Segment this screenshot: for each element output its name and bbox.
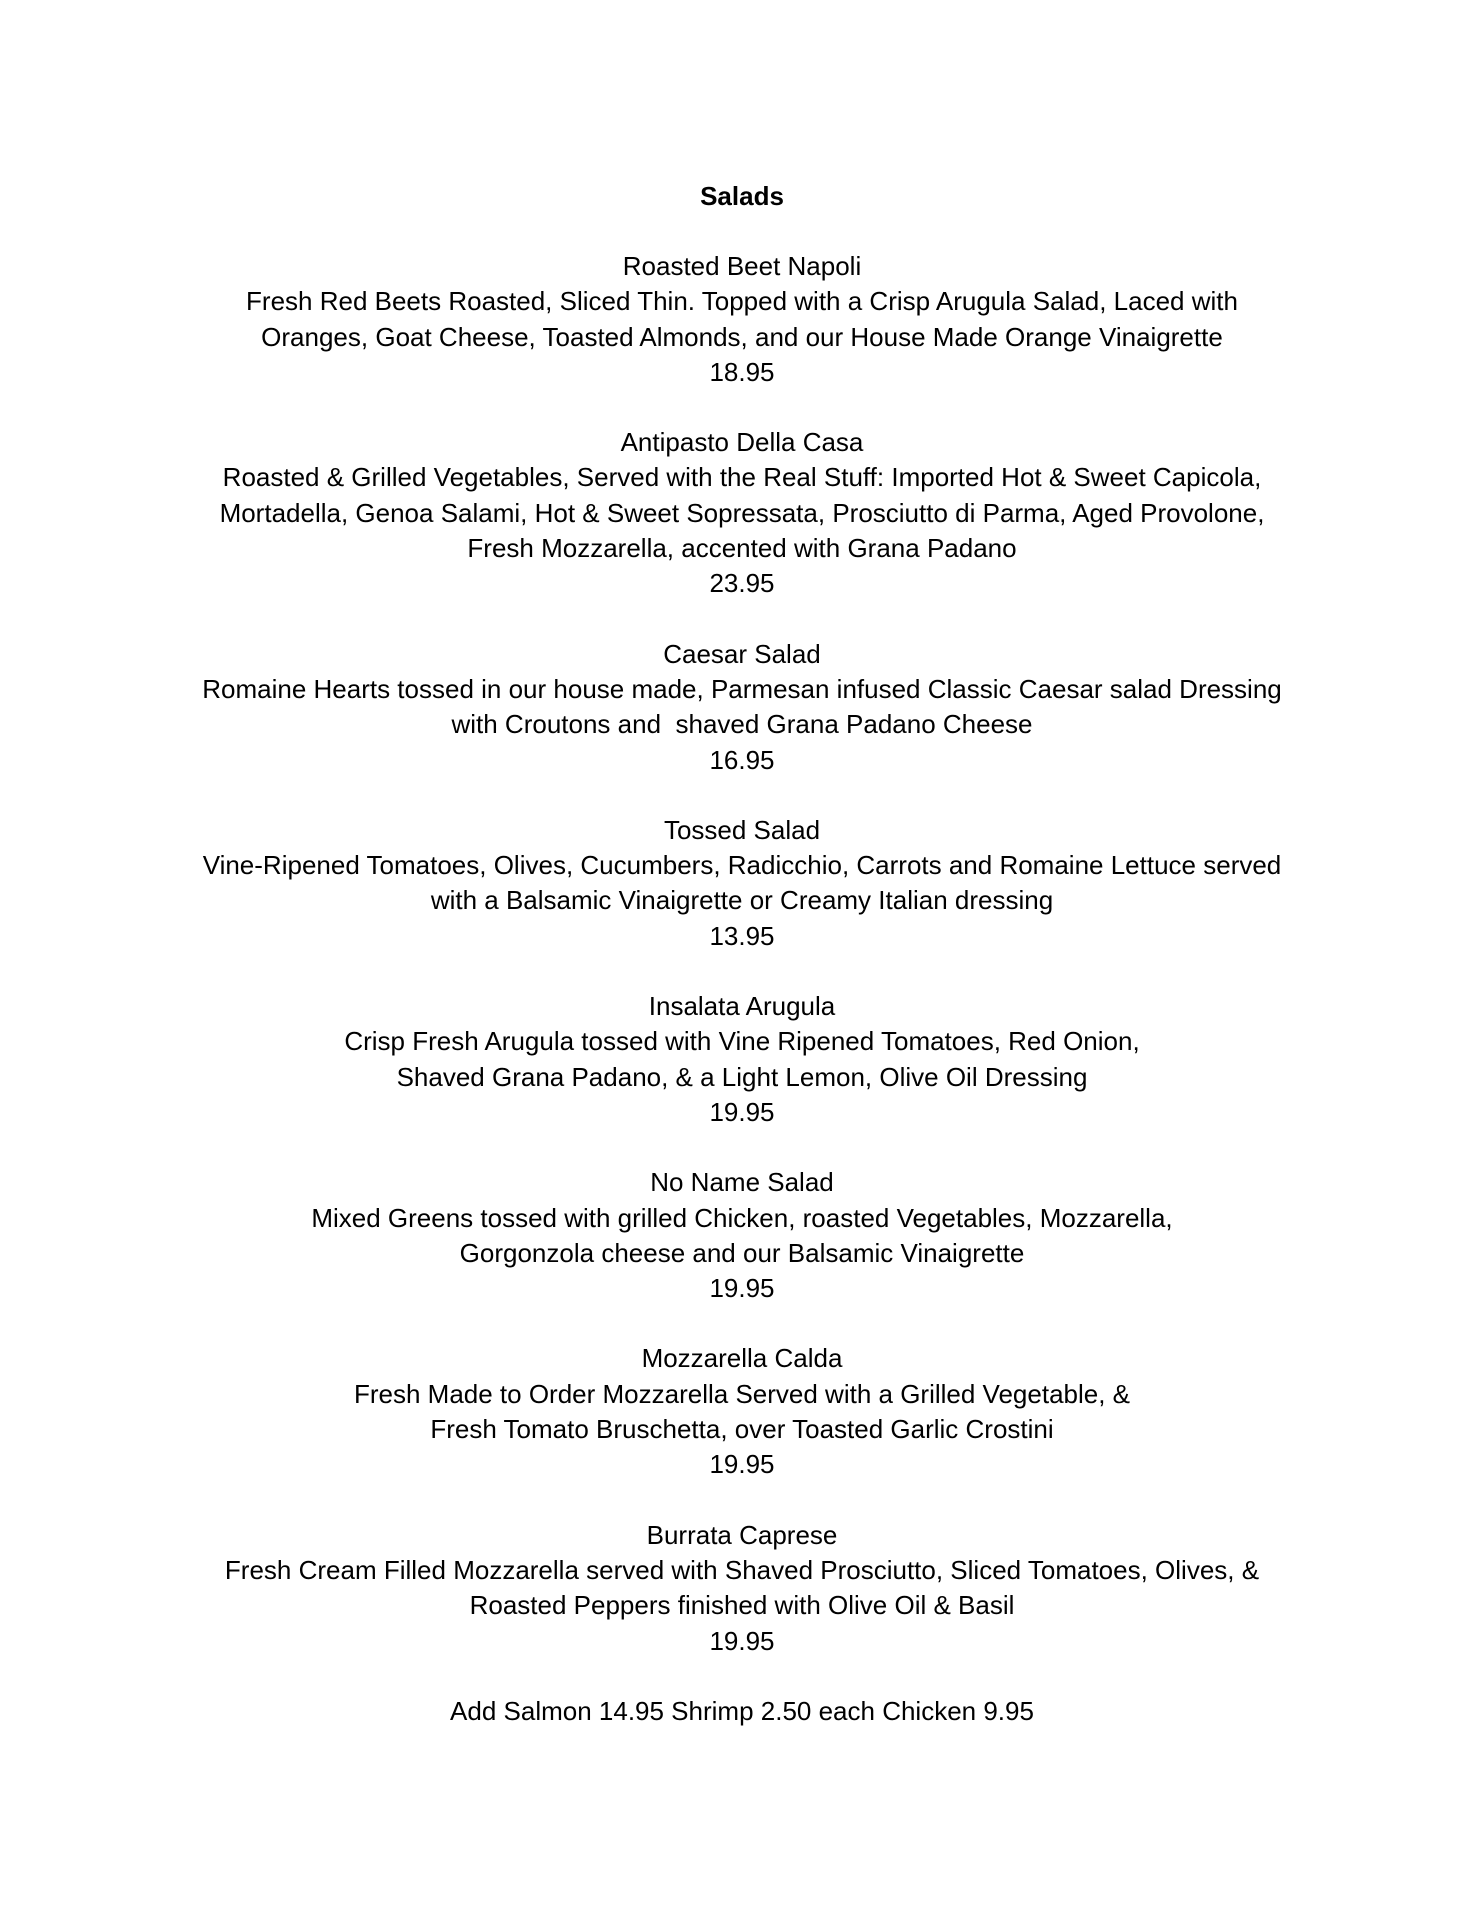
item-description-line: Crisp Fresh Arugula tossed with Vine Ripened Tomatoes, Red Onion, [344,1026,1140,1057]
item-description-line: Romaine Hearts tossed in our house made, Parmesan infused Classic Caesar salad Dressing [202,673,1282,704]
item-description-line: Gorgonzola cheese and our Balsamic Vinaigrette [459,1237,1025,1268]
protein-addons: Add Salmon 14.95 Shrimp 2.50 each Chicken 9.95 [450,1695,1034,1726]
item-description-line: Roasted Peppers finished with Olive Oil & Basil [469,1590,1015,1621]
menu-item-mozzarella-calda [0,1341,1484,1482]
item-name: Burrata Caprese [646,1519,838,1550]
item-price: 16.95 [709,744,775,775]
item-price: 19.95 [709,1625,775,1656]
section-title: Salads [700,181,784,211]
item-description-line: Fresh Made to Order Mozzarella Served with a Grilled Vegetable, & [353,1378,1131,1409]
item-price: 19.95 [709,1096,775,1127]
menu-item-insalata-arugula [0,989,1484,1130]
item-name: Antipasto Della Casa [620,427,864,458]
menu-item-roasted-beet-napoli [0,249,1484,390]
menu-item-burrata-caprese [0,1518,1484,1659]
menu-item-tossed-salad [0,813,1484,954]
item-description-line: Mixed Greens tossed with grilled Chicken, roasted Vegetables, Mozzarella, [311,1202,1173,1233]
item-description-line: Fresh Mozzarella, accented with Grana Padano [467,533,1017,564]
item-description-line: Mortadella, Genoa Salami, Hot & Sweet Sopressata, Prosciutto di Parma, Aged Provolone, [219,497,1265,528]
item-description-line: Roasted & Grilled Vegetables, Served with the Real Stuff: Imported Hot & Sweet Capicola, [222,462,1262,493]
menu-item-caesar-salad [0,637,1484,778]
item-price: 23.95 [709,568,775,599]
menu-item-no-name-salad [0,1165,1484,1306]
item-price: 13.95 [709,920,775,951]
item-price: 19.95 [709,1449,775,1480]
item-description-line: Shaved Grana Padano, & a Light Lemon, Olive Oil Dressing [396,1061,1088,1092]
item-name: Insalata Arugula [648,991,836,1022]
item-description-line: with Croutons and shaved Grana Padano Cheese [451,709,1033,740]
item-description-line: with a Balsamic Vinaigrette or Creamy Italian dressing [430,885,1054,916]
item-name: Roasted Beet Napoli [622,251,862,281]
item-name: Caesar Salad [663,638,821,669]
item-price: 19.95 [709,1273,775,1304]
item-description-line: Fresh Tomato Bruschetta, over Toasted Garlic Crostini [430,1414,1054,1445]
item-description-line: Fresh Cream Filled Mozzarella served with Shaved Prosciutto, Sliced Tomatoes, Olives, & [224,1554,1260,1585]
item-price: 18.95 [709,356,775,387]
item-description-line: Vine-Ripened Tomatoes, Olives, Cucumbers, Radicchio, Carrots and Romaine Lettuce served [202,850,1282,881]
item-name: Mozzarella Calda [641,1343,843,1374]
item-description-line: Fresh Red Beets Roasted, Sliced Thin. Topped with a Crisp Arugula Salad, Laced with [246,286,1238,317]
item-name: Tossed Salad [663,814,821,845]
item-name: No Name Salad [650,1167,834,1198]
item-description-line: Oranges, Goat Cheese, Toasted Almonds, and our House Made Orange Vinaigrette [261,321,1223,352]
menu-item-antipasto-della-casa [0,425,1484,601]
